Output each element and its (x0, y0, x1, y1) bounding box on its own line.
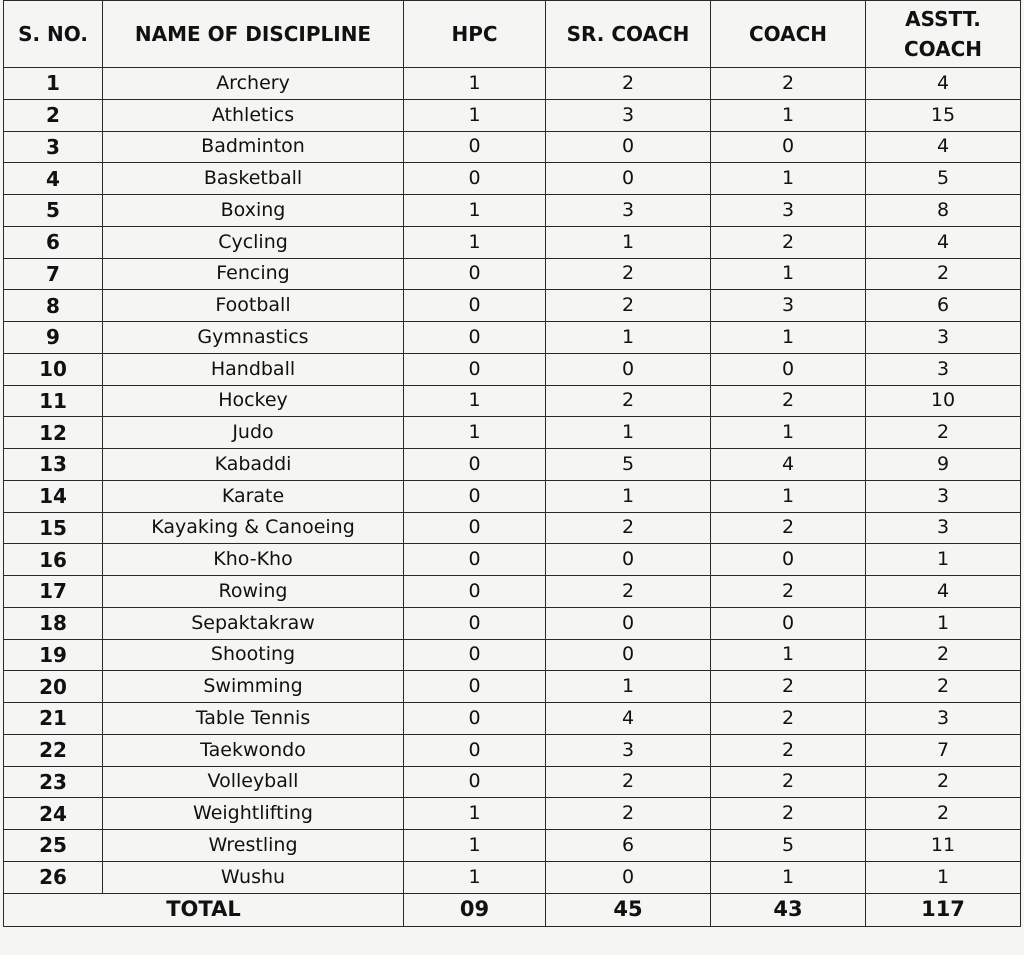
table-row (4, 512, 1021, 544)
cell-hpc: 0 (404, 258, 546, 290)
cell-asstt-coach: 4 (866, 131, 1021, 163)
cell-asstt-coach: 3 (866, 353, 1021, 385)
cell-coach: 1 (711, 639, 866, 671)
cell-sr-coach: 1 (546, 671, 711, 703)
cell-coach: 1 (711, 861, 866, 893)
cell-coach: 2 (711, 671, 866, 703)
cell-sno: 4 (4, 163, 103, 195)
table-row (4, 195, 1021, 227)
cell-sno: 26 (4, 861, 103, 893)
cell-coach: 2 (711, 703, 866, 735)
cell-discipline: Judo (103, 417, 404, 449)
table-row (4, 861, 1021, 893)
cell-sr-coach: 2 (546, 576, 711, 608)
cell-discipline: Sepaktakraw (103, 607, 404, 639)
cell-sno: 20 (4, 671, 103, 703)
header-row (4, 1, 1021, 68)
cell-sr-coach: 1 (546, 417, 711, 449)
total-asstt-coach: 117 (866, 893, 1021, 926)
cell-hpc: 0 (404, 322, 546, 354)
cell-sr-coach: 2 (546, 512, 711, 544)
cell-coach: 0 (711, 131, 866, 163)
cell-discipline: Handball (103, 353, 404, 385)
cell-sno: 25 (4, 830, 103, 862)
cell-discipline: Fencing (103, 258, 404, 290)
cell-asstt-coach: 9 (866, 449, 1021, 481)
cell-discipline: Badminton (103, 131, 404, 163)
table-row (4, 671, 1021, 703)
cell-sno: 2 (4, 99, 103, 131)
total-sr-coach: 45 (546, 893, 711, 926)
cell-hpc: 1 (404, 195, 546, 227)
cell-sno: 7 (4, 258, 103, 290)
table-row (4, 99, 1021, 131)
cell-sno: 14 (4, 480, 103, 512)
cell-asstt-coach: 4 (866, 226, 1021, 258)
cell-asstt-coach: 1 (866, 544, 1021, 576)
cell-asstt-coach: 4 (866, 576, 1021, 608)
cell-sno: 22 (4, 734, 103, 766)
table-row (4, 639, 1021, 671)
cell-coach: 1 (711, 99, 866, 131)
cell-hpc: 0 (404, 607, 546, 639)
cell-sno: 3 (4, 131, 103, 163)
table-row (4, 734, 1021, 766)
cell-sr-coach: 0 (546, 163, 711, 195)
cell-asstt-coach: 3 (866, 703, 1021, 735)
cell-coach: 2 (711, 798, 866, 830)
cell-discipline: Football (103, 290, 404, 322)
cell-discipline: Archery (103, 68, 404, 100)
cell-sr-coach: 2 (546, 290, 711, 322)
header-sr-coach: SR. COACH (546, 1, 711, 68)
cell-discipline: Gymnastics (103, 322, 404, 354)
cell-asstt-coach: 11 (866, 830, 1021, 862)
cell-asstt-coach: 2 (866, 671, 1021, 703)
cell-hpc: 0 (404, 544, 546, 576)
table-row (4, 226, 1021, 258)
cell-discipline: Rowing (103, 576, 404, 608)
coach-table (3, 0, 1021, 927)
cell-coach: 2 (711, 512, 866, 544)
table-row (4, 385, 1021, 417)
cell-hpc: 0 (404, 671, 546, 703)
cell-coach: 2 (711, 68, 866, 100)
cell-hpc: 0 (404, 353, 546, 385)
cell-sr-coach: 2 (546, 258, 711, 290)
cell-hpc: 1 (404, 830, 546, 862)
cell-asstt-coach: 1 (866, 607, 1021, 639)
cell-sr-coach: 3 (546, 734, 711, 766)
cell-discipline: Hockey (103, 385, 404, 417)
cell-sno: 13 (4, 449, 103, 481)
cell-sr-coach: 1 (546, 322, 711, 354)
cell-sno: 5 (4, 195, 103, 227)
header-discipline: NAME OF DISCIPLINE (103, 1, 404, 68)
header-asstt-coach (866, 1, 1021, 68)
table-body (4, 68, 1021, 894)
table-row (4, 544, 1021, 576)
cell-discipline: Kayaking & Canoeing (103, 512, 404, 544)
cell-asstt-coach: 3 (866, 480, 1021, 512)
table-header (4, 1, 1021, 68)
header-asstt-coach-line2: COACH (903, 37, 983, 61)
cell-sno: 16 (4, 544, 103, 576)
cell-sno: 9 (4, 322, 103, 354)
cell-discipline: Wrestling (103, 830, 404, 862)
cell-sr-coach: 2 (546, 766, 711, 798)
cell-hpc: 0 (404, 131, 546, 163)
cell-discipline: Kho-Kho (103, 544, 404, 576)
cell-coach: 0 (711, 353, 866, 385)
table-row (4, 703, 1021, 735)
cell-sno: 19 (4, 639, 103, 671)
table-row (4, 480, 1021, 512)
total-hpc: 09 (404, 893, 546, 926)
cell-sr-coach: 1 (546, 226, 711, 258)
cell-sno: 1 (4, 68, 103, 100)
cell-asstt-coach: 2 (866, 258, 1021, 290)
table-row (4, 798, 1021, 830)
cell-asstt-coach: 5 (866, 163, 1021, 195)
cell-discipline: Karate (103, 480, 404, 512)
cell-sr-coach: 0 (546, 544, 711, 576)
cell-hpc: 1 (404, 417, 546, 449)
cell-hpc: 1 (404, 798, 546, 830)
cell-discipline: Taekwondo (103, 734, 404, 766)
header-asstt-coach-line1: ASSTT. (905, 7, 981, 31)
cell-coach: 2 (711, 734, 866, 766)
cell-asstt-coach: 3 (866, 512, 1021, 544)
table-row (4, 353, 1021, 385)
header-coach: COACH (711, 1, 866, 68)
table-row (4, 163, 1021, 195)
cell-sno: 21 (4, 703, 103, 735)
cell-sr-coach: 0 (546, 861, 711, 893)
cell-coach: 2 (711, 385, 866, 417)
cell-sr-coach: 0 (546, 353, 711, 385)
total-row (4, 893, 1021, 926)
cell-sno: 11 (4, 385, 103, 417)
cell-coach: 1 (711, 480, 866, 512)
cell-sr-coach: 6 (546, 830, 711, 862)
cell-discipline: Boxing (103, 195, 404, 227)
cell-coach: 3 (711, 290, 866, 322)
cell-sno: 10 (4, 353, 103, 385)
cell-asstt-coach: 6 (866, 290, 1021, 322)
cell-hpc: 0 (404, 449, 546, 481)
cell-hpc: 0 (404, 576, 546, 608)
table-row (4, 607, 1021, 639)
cell-hpc: 1 (404, 68, 546, 100)
cell-sr-coach: 0 (546, 639, 711, 671)
cell-coach: 5 (711, 830, 866, 862)
cell-discipline: Kabaddi (103, 449, 404, 481)
total-label: TOTAL (4, 893, 404, 926)
cell-sr-coach: 5 (546, 449, 711, 481)
cell-discipline: Swimming (103, 671, 404, 703)
cell-sno: 18 (4, 607, 103, 639)
cell-coach: 2 (711, 766, 866, 798)
cell-sno: 6 (4, 226, 103, 258)
table-row (4, 830, 1021, 862)
table-row (4, 449, 1021, 481)
cell-coach: 2 (711, 576, 866, 608)
table-row (4, 322, 1021, 354)
cell-hpc: 0 (404, 290, 546, 322)
cell-asstt-coach: 2 (866, 639, 1021, 671)
cell-hpc: 1 (404, 861, 546, 893)
cell-sr-coach: 2 (546, 68, 711, 100)
cell-asstt-coach: 4 (866, 68, 1021, 100)
cell-hpc: 0 (404, 734, 546, 766)
cell-sr-coach: 0 (546, 131, 711, 163)
cell-asstt-coach: 3 (866, 322, 1021, 354)
cell-discipline: Cycling (103, 226, 404, 258)
table-row (4, 68, 1021, 100)
cell-sr-coach: 4 (546, 703, 711, 735)
cell-coach: 4 (711, 449, 866, 481)
cell-sno: 17 (4, 576, 103, 608)
table-row (4, 258, 1021, 290)
cell-hpc: 1 (404, 99, 546, 131)
cell-hpc: 1 (404, 385, 546, 417)
table-row (4, 290, 1021, 322)
cell-hpc: 0 (404, 703, 546, 735)
table-row (4, 576, 1021, 608)
cell-coach: 2 (711, 226, 866, 258)
cell-coach: 0 (711, 544, 866, 576)
cell-sr-coach: 0 (546, 607, 711, 639)
cell-discipline: Table Tennis (103, 703, 404, 735)
cell-asstt-coach: 1 (866, 861, 1021, 893)
cell-sr-coach: 2 (546, 798, 711, 830)
cell-sno: 12 (4, 417, 103, 449)
cell-asstt-coach: 15 (866, 99, 1021, 131)
cell-coach: 1 (711, 258, 866, 290)
table-row (4, 766, 1021, 798)
cell-asstt-coach: 10 (866, 385, 1021, 417)
table-row (4, 131, 1021, 163)
total-coach: 43 (711, 893, 866, 926)
cell-discipline: Wushu (103, 861, 404, 893)
cell-asstt-coach: 2 (866, 766, 1021, 798)
cell-discipline: Shooting (103, 639, 404, 671)
cell-coach: 0 (711, 607, 866, 639)
cell-coach: 1 (711, 163, 866, 195)
cell-sr-coach: 3 (546, 195, 711, 227)
cell-discipline: Volleyball (103, 766, 404, 798)
cell-sr-coach: 2 (546, 385, 711, 417)
header-hpc: HPC (404, 1, 546, 68)
cell-sno: 15 (4, 512, 103, 544)
cell-coach: 3 (711, 195, 866, 227)
table-row (4, 417, 1021, 449)
cell-sno: 24 (4, 798, 103, 830)
cell-asstt-coach: 2 (866, 417, 1021, 449)
cell-sr-coach: 3 (546, 99, 711, 131)
cell-coach: 1 (711, 322, 866, 354)
cell-hpc: 1 (404, 226, 546, 258)
cell-hpc: 0 (404, 512, 546, 544)
cell-sno: 23 (4, 766, 103, 798)
cell-discipline: Basketball (103, 163, 404, 195)
cell-sno: 8 (4, 290, 103, 322)
cell-hpc: 0 (404, 480, 546, 512)
table-footer (4, 893, 1021, 926)
cell-hpc: 0 (404, 766, 546, 798)
cell-asstt-coach: 7 (866, 734, 1021, 766)
cell-asstt-coach: 2 (866, 798, 1021, 830)
cell-discipline: Athletics (103, 99, 404, 131)
cell-hpc: 0 (404, 639, 546, 671)
cell-discipline: Weightlifting (103, 798, 404, 830)
header-sno: S. NO. (4, 1, 103, 68)
cell-asstt-coach: 8 (866, 195, 1021, 227)
cell-hpc: 0 (404, 163, 546, 195)
cell-coach: 1 (711, 417, 866, 449)
cell-sr-coach: 1 (546, 480, 711, 512)
